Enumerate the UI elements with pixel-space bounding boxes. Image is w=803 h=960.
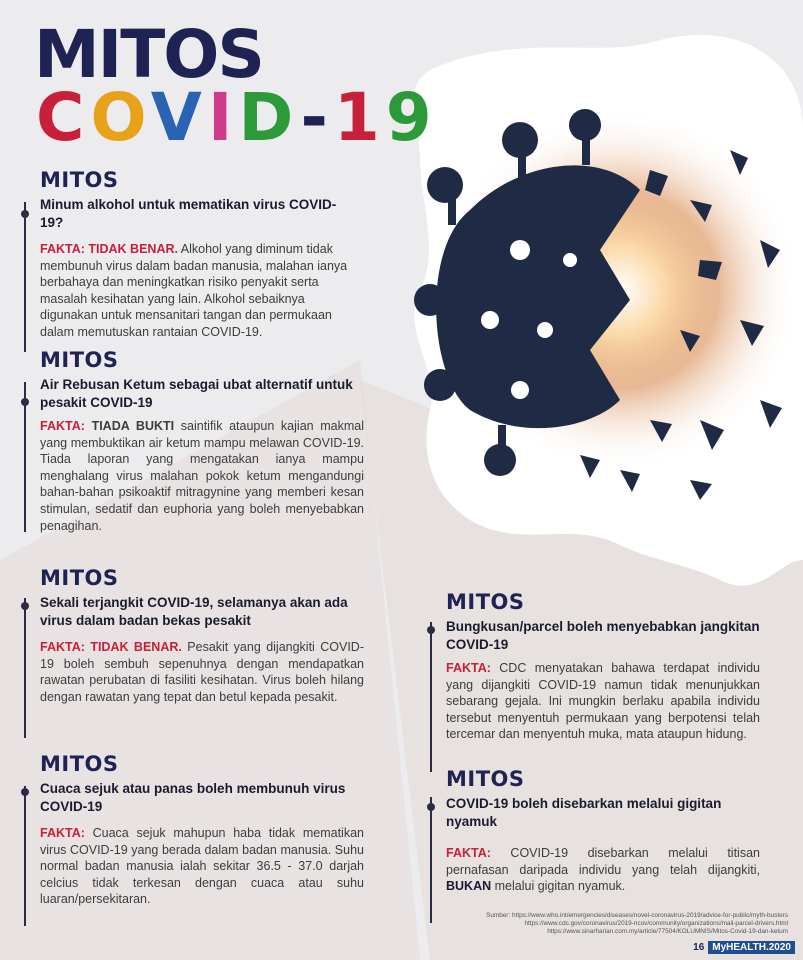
myth-label: MITOS bbox=[40, 566, 119, 590]
covid-letter-i: I bbox=[207, 79, 239, 156]
myth-3 bbox=[24, 566, 364, 705]
sources bbox=[388, 912, 788, 936]
timeline-dot bbox=[427, 803, 435, 811]
myth-question: Bungkusan/parcel boleh menyebabkan jangkitan COVID-19 bbox=[446, 619, 760, 652]
myth-answer bbox=[446, 660, 760, 743]
myth-4 bbox=[24, 752, 364, 908]
covid-digit-9: 9 bbox=[385, 79, 438, 156]
myth-answer bbox=[446, 845, 760, 895]
myth-question: Cuaca sejuk atau panas boleh membunuh virus COVID-19 bbox=[40, 781, 346, 814]
covid-letter-d: D bbox=[238, 79, 301, 156]
timeline-rail bbox=[24, 202, 26, 352]
myth-1 bbox=[24, 168, 354, 341]
myth-answer bbox=[40, 418, 364, 534]
fakta-prefix: FAKTA: bbox=[40, 826, 85, 840]
fakta-prefix: FAKTA: bbox=[40, 640, 85, 654]
myth-question: Air Rebusan Ketum sebagai ubat alternatif untuk pesakit COVID-19 bbox=[40, 377, 353, 410]
timeline-rail bbox=[24, 786, 26, 926]
covid-letter-v: V bbox=[150, 79, 208, 156]
fakta-prefix: FAKTA: bbox=[40, 419, 85, 433]
source-link[interactable]: https://www.sinarharian.com.my/article/77504/KOLUMNIS/Mitos-Covid-19-dan-ketum bbox=[547, 928, 788, 935]
myth-5 bbox=[430, 590, 760, 743]
covid-title-graphic bbox=[36, 79, 438, 156]
timeline-dot bbox=[21, 398, 29, 406]
brand-badge: MyHEALTH.2020 bbox=[708, 941, 795, 954]
answer-text: Cuaca sejuk mahupun haba tidak mematikan virus COVID-19 yang berada dalam badan manusia. Suhu normal badan manusia ialah sekitar 36.5 - 37.0 darjah celcius tidak terkesan dengan cuaca atau suhu luaran/persekitaran. bbox=[40, 826, 364, 907]
answer-text: CDC menyatakan bahawa terdapat individu yang dijangkiti COVID-19 namun tidak menunjukkan sebarang gejala. Ini mungkin berlaku apabila individu tersebut menyentuh permukaan yang berpotensi telah tercemar dan menyentuh muka, mata ataupun hidung. bbox=[446, 661, 760, 742]
myth-answer bbox=[40, 825, 364, 908]
page-title: MITOS bbox=[34, 16, 263, 93]
covid-dash: - bbox=[300, 79, 334, 156]
fakta-prefix: FAKTA: bbox=[446, 846, 491, 860]
svg-text:COVID-19 bbox=[36, 79, 438, 156]
timeline-dot bbox=[21, 602, 29, 610]
answer-text: COVID-19 disebarkan melalui titisan pernafasan daripada individu yang telah dijangkiti, bbox=[446, 846, 760, 877]
covid-letter-c: C bbox=[36, 79, 91, 156]
sources-label: Sumber: bbox=[486, 912, 511, 919]
myth-label: MITOS bbox=[40, 752, 119, 776]
fakta-prefix: FAKTA: bbox=[446, 661, 491, 675]
myth-label: MITOS bbox=[40, 168, 119, 192]
myth-label: MITOS bbox=[446, 590, 525, 614]
answer-tail: melalui gigitan nyamuk. bbox=[494, 879, 626, 894]
myth-question: Sekali terjangkit COVID-19, selamanya akan ada virus dalam badan bekas pesakit bbox=[40, 595, 348, 628]
source-link[interactable]: https://www.cdc.gov/coronavirus/2019-ncov/community/organizations/mail-parcel-drivers.html bbox=[524, 920, 788, 927]
source-link[interactable]: https://www.who.int/emergencies/diseases/novel-coronavirus-2019/advice-for-public/myth-busters bbox=[512, 912, 788, 919]
answer-text: Alkohol yang diminum tidak membunuh virus dalam badan manusia, malahan ianya berbahaya dan meningkatkan risiko penyakit serta masalah kesihatan yang lain. Alkohol sebaiknya digunakan untuk mensanitari tangan dan permukaan dalam memutuskan rantaian COVID-19. bbox=[40, 242, 348, 339]
answer-text: saintifik ataupun kajian makmal yang membuktikan air ketum mampu melawan COVID-19. Tiada laporan yang mengatakan ianya mampu menghalang virus malahan pokok ketum mengandungi bahan-bahan psikoaktif mitragynine yang memberi kesan stimulan, sedatif dan euphoria yang boleh menyebabkan penagihan. bbox=[40, 419, 364, 533]
myth-answer bbox=[40, 639, 364, 705]
timeline-dot bbox=[21, 788, 29, 796]
timeline-rail bbox=[430, 622, 432, 772]
myth-6 bbox=[430, 767, 760, 895]
myth-question: Minum alkohol untuk mematikan virus COVID-19? bbox=[40, 197, 337, 230]
fakta-verdict: TIADA BUKTI bbox=[91, 419, 175, 433]
myth-label: MITOS bbox=[40, 348, 119, 372]
fakta-verdict: TIDAK BENAR. bbox=[90, 640, 182, 654]
fakta-verdict: TIDAK BENAR. bbox=[88, 242, 178, 256]
covid-letter-o: O bbox=[90, 79, 151, 156]
covid-digit-1: 1 bbox=[333, 79, 386, 156]
footer bbox=[693, 940, 795, 954]
timeline-rail bbox=[430, 797, 432, 923]
timeline-dot bbox=[21, 210, 29, 218]
fakta-prefix: FAKTA: bbox=[40, 242, 85, 256]
timeline-dot bbox=[427, 626, 435, 634]
myth-question: COVID-19 boleh disebarkan melalui gigitan nyamuk bbox=[446, 796, 722, 829]
answer-text: Pesakit yang dijangkiti COVID-19 boleh sembuh sepenuhnya dengan mendapatkan rawatan perubatan di fasiliti kesihatan. Virus boleh hilang dengan rawatan yang tepat dan betul kepada pesakit. bbox=[40, 640, 364, 704]
timeline-rail bbox=[24, 598, 26, 738]
page-number: 16 bbox=[693, 941, 705, 953]
myth-label: MITOS bbox=[446, 767, 525, 791]
answer-emphasis: BUKAN bbox=[446, 879, 492, 894]
myth-2 bbox=[24, 348, 364, 534]
myth-answer bbox=[40, 241, 354, 341]
